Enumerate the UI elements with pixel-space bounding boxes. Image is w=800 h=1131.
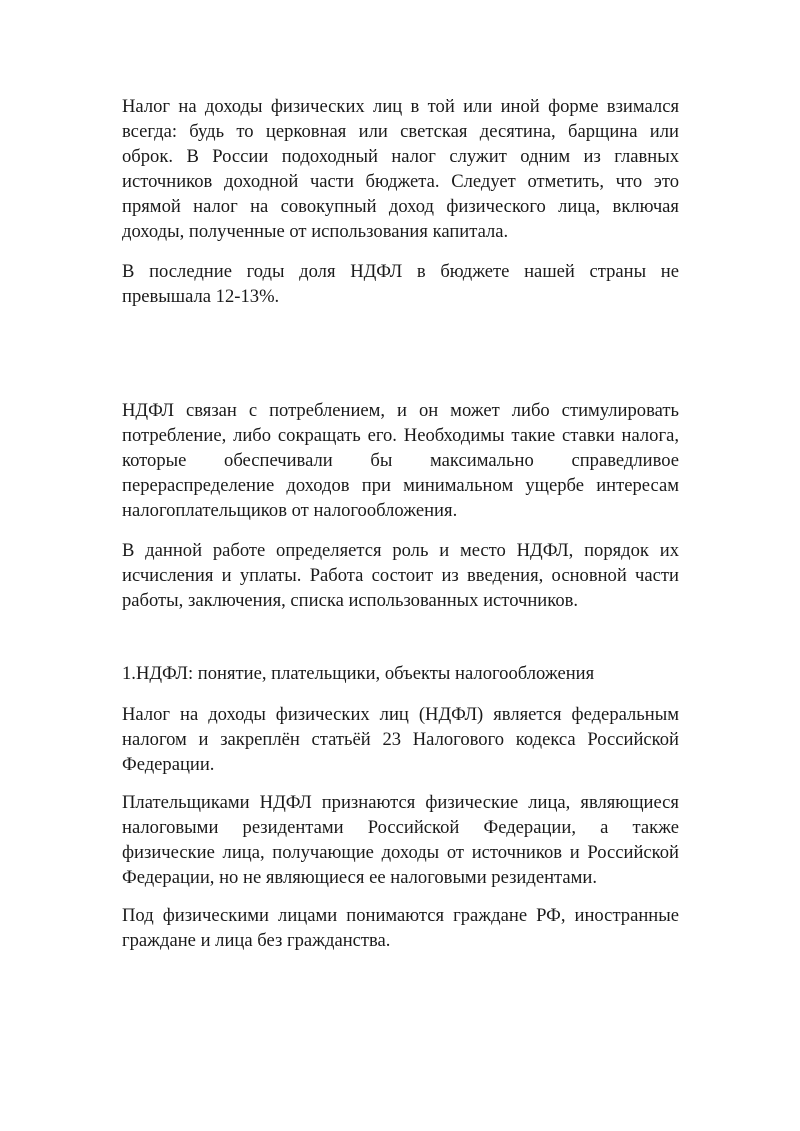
text-line: В данной работе определяется роль и место НДФЛ, порядок их [122,540,679,561]
paragraph-taxpayers [122,790,679,890]
paragraph-work-structure [122,538,679,613]
text-line: всегда: будь то церковная или светская десятина, барщина или [122,121,679,142]
text-line: граждане и лица без гражданства. [122,930,391,951]
text-line: физические лица, получающие доходы от источников и Российской [122,842,679,863]
text-line: Федерации, но не являющиеся ее налоговыми резидентами. [122,867,598,888]
text-line: Федерации. [122,754,215,775]
section-heading: 1.НДФЛ: понятие, плательщики, объекты налогообложения [122,663,595,684]
text-line: источников доходной части бюджета. Следует отметить, что это [122,171,679,192]
text-line: НДФЛ связан с потреблением, и он может либо стимулировать [122,400,679,421]
paragraph-budget-share [122,259,679,309]
text-line: потребление, либо сокращать его. Необходимы такие ставки налога, [122,425,679,446]
text-line: налогом и закреплён статьёй 23 Налогового кодекса Российской [122,729,679,750]
text-line: Под физическими лицами понимаются граждане РФ, иностранные [122,905,679,926]
paragraph-text [122,398,679,523]
paragraph-definition [122,702,679,777]
paragraph-text [122,538,679,613]
text-line: оброк. В России подоходный налог служит одним из главных [122,146,679,167]
text-line: Налог на доходы физических лиц (НДФЛ) является федеральным [122,704,679,725]
text-line: прямой налог на совокупный доход физического лица, включая [122,196,679,217]
text-line: исчисления и уплаты. Работа состоит из введения, основной части [122,565,679,586]
text-line: работы, заключения, списка использованных источников. [122,590,579,611]
text-line: налогоплательщиков от налогообложения. [122,500,458,521]
paragraph-text [122,790,679,890]
text-line: перераспределение доходов при минимальном ущербе интересам [122,475,679,496]
paragraph-consumption [122,398,679,523]
text-line: превышала 12-13%. [122,286,280,307]
paragraph-intro-history [122,94,679,244]
text-line: Налог на доходы физических лиц в той или иной форме взимался [122,96,679,117]
paragraph-individuals [122,903,679,953]
text-line: В последние годы доля НДФЛ в бюджете нашей страны не [122,261,679,282]
paragraph-text [122,94,679,244]
text-line: налоговыми резидентами Российской Федерации, а также [122,817,679,838]
text-line: доходы, полученные от использования капитала. [122,221,509,242]
paragraph-text [122,259,679,309]
paragraph-text [122,702,679,777]
text-line: Плательщиками НДФЛ признаются физические лица, являющиеся [122,792,679,813]
paragraph-text [122,903,679,953]
text-line: которые обеспечивали бы максимально справедливое [122,450,679,471]
